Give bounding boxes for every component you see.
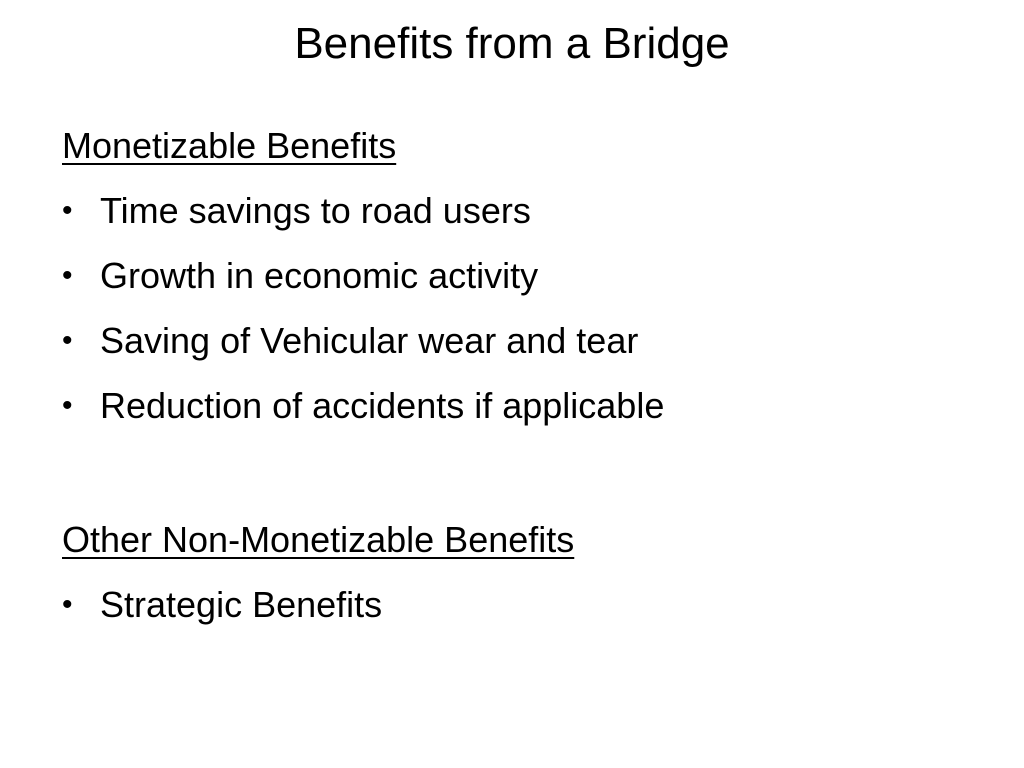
list-item <box>62 381 962 431</box>
list-item <box>62 186 962 236</box>
list-item <box>62 580 962 630</box>
list-item-text: Reduction of accidents if applicable <box>100 385 665 426</box>
bullet-icon: • <box>62 324 73 357</box>
list-item-text: Saving of Vehicular wear and tear <box>100 320 639 361</box>
bullet-icon: • <box>62 389 73 422</box>
section-heading: Monetizable Benefits <box>62 125 397 166</box>
bullet-icon: • <box>62 259 73 292</box>
list-item <box>62 316 962 366</box>
slide-title: Benefits from a Bridge <box>294 19 730 68</box>
list-item-text: Strategic Benefits <box>100 584 383 625</box>
bullet-icon: • <box>62 194 73 227</box>
bullet-list <box>62 186 962 431</box>
list-item <box>62 251 962 301</box>
non-monetizable-benefits-section <box>62 515 962 645</box>
bullet-icon: • <box>62 588 73 621</box>
list-item-text: Time savings to road users <box>100 190 531 231</box>
list-item-text: Growth in economic activity <box>100 255 539 296</box>
monetizable-benefits-section <box>62 121 962 446</box>
section-heading: Other Non-Monetizable Benefits <box>62 519 575 560</box>
bullet-list <box>62 580 962 630</box>
